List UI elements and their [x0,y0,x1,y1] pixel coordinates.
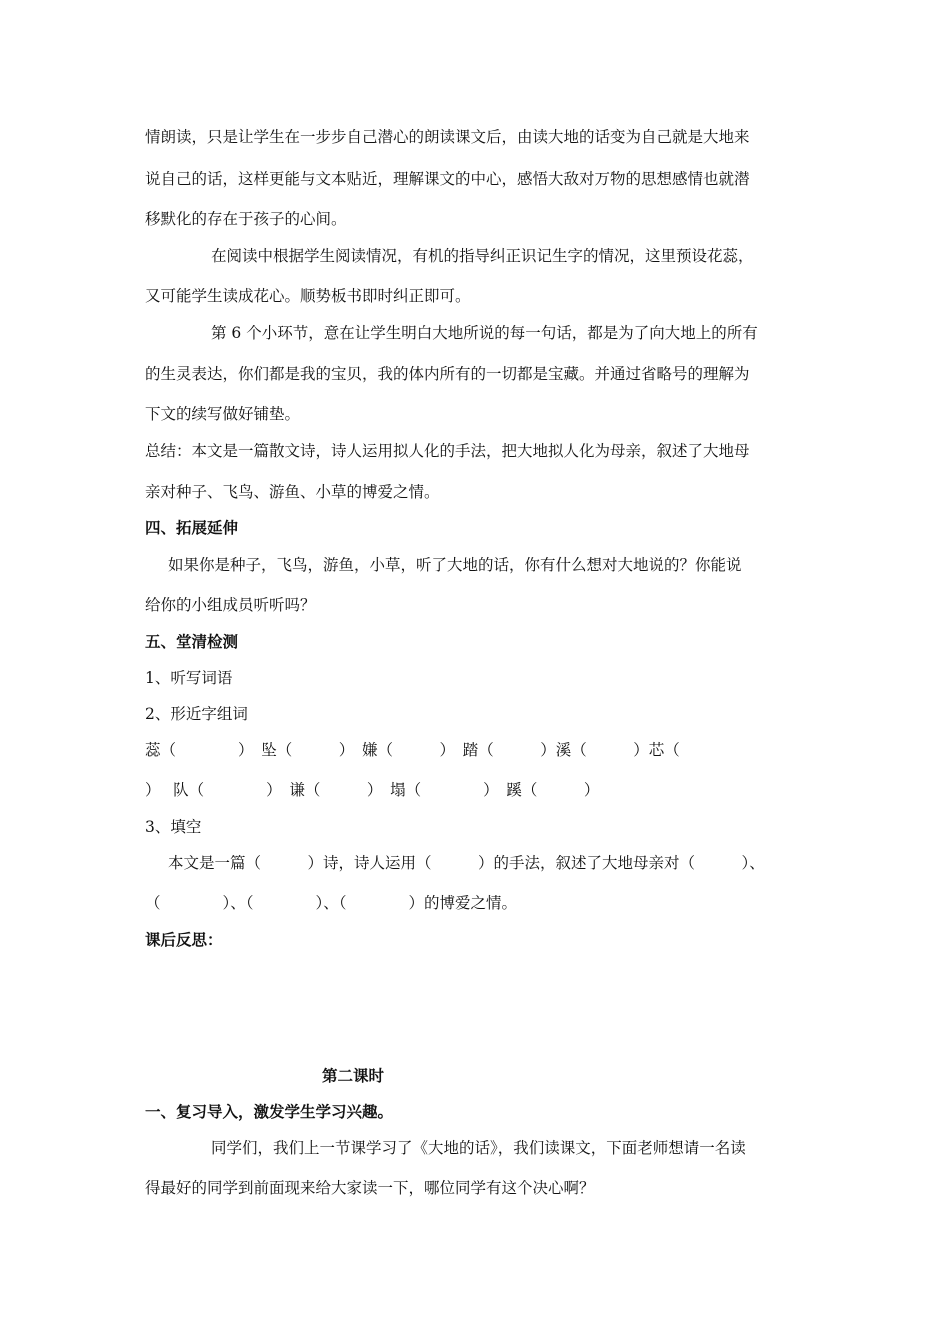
paragraph-line: 第 6 个小环节，意在让学生明白大地所说的每一句话，都是为了向大地上的所有 [211,324,758,342]
paragraph-line: 在阅读中根据学生阅读情况，有机的指导纠正识记生字的情况，这里预设花蕊， [211,247,754,265]
exercise-line: ） 队（ ） 谦（ ） 塌（ ） 蹊（ ） [145,781,600,799]
paragraph-line: 说自己的话，这样更能与文本贴近，理解课文的中心，感悟大敌对万物的思想感情也就潜 [145,170,750,188]
list-item: 2、形近字组词 [145,705,248,723]
paragraph-line: 移默化的存在于孩子的心间。 [145,210,347,228]
paragraph-line: 得最好的同学到前面现来给大家读一下，哪位同学有这个决心啊？ [145,1179,595,1197]
section-heading-test: 五、堂清检测 [145,633,239,651]
summary-line: 亲对种子、飞鸟、游鱼、小草的博爱之情。 [145,483,440,501]
paragraph-line: 如果你是种子，飞鸟，游鱼，小草，听了大地的话，你有什么想对大地说的？你能说 [168,556,742,574]
list-item: 1、听写词语 [145,669,233,687]
exercise-line: （ ）、（ ）、（ ）的博爱之情。 [145,894,518,912]
summary-line: 总结：本文是一篇散文诗，诗人运用拟人化的手法，把大地拟人化为母亲，叙述了大地母 [145,442,750,460]
section-heading-extension: 四、拓展延伸 [145,519,239,537]
exercise-line: 本文是一篇（ ）诗，诗人运用（ ）的手法，叙述了大地母亲对（ ）、 [168,854,765,872]
paragraph-line: 情朗读，只是让学生在一步步自己潜心的朗读课文后，由读大地的话变为自己就是大地来 [145,128,750,146]
paragraph-line: 的生灵表达，你们都是我的宝贝，我的体内所有的一切都是宝藏。并通过省略号的理解为 [145,365,750,383]
list-item: 3、填空 [145,818,202,836]
paragraph-line: 同学们，我们上一节课学习了《大地的话》，我们读课文，下面老师想请一名读 [211,1139,746,1157]
section-heading-reflection: 课后反思： [145,931,223,949]
paragraph-line: 下文的续写做好铺垫。 [145,405,301,423]
paragraph-line: 又可能学生读成花心。顺势板书即时纠正即可。 [145,287,471,305]
lesson-title: 第二课时 [322,1067,385,1085]
exercise-line: 蕊（ ） 坠（ ） 嫌（ ） 踏（ ）溪（ ）芯（ [145,741,680,759]
paragraph-line: 给你的小组成员听听吗？ [145,596,316,614]
section-heading-review: 一、复习导入，激发学生学习兴趣。 [145,1103,394,1121]
